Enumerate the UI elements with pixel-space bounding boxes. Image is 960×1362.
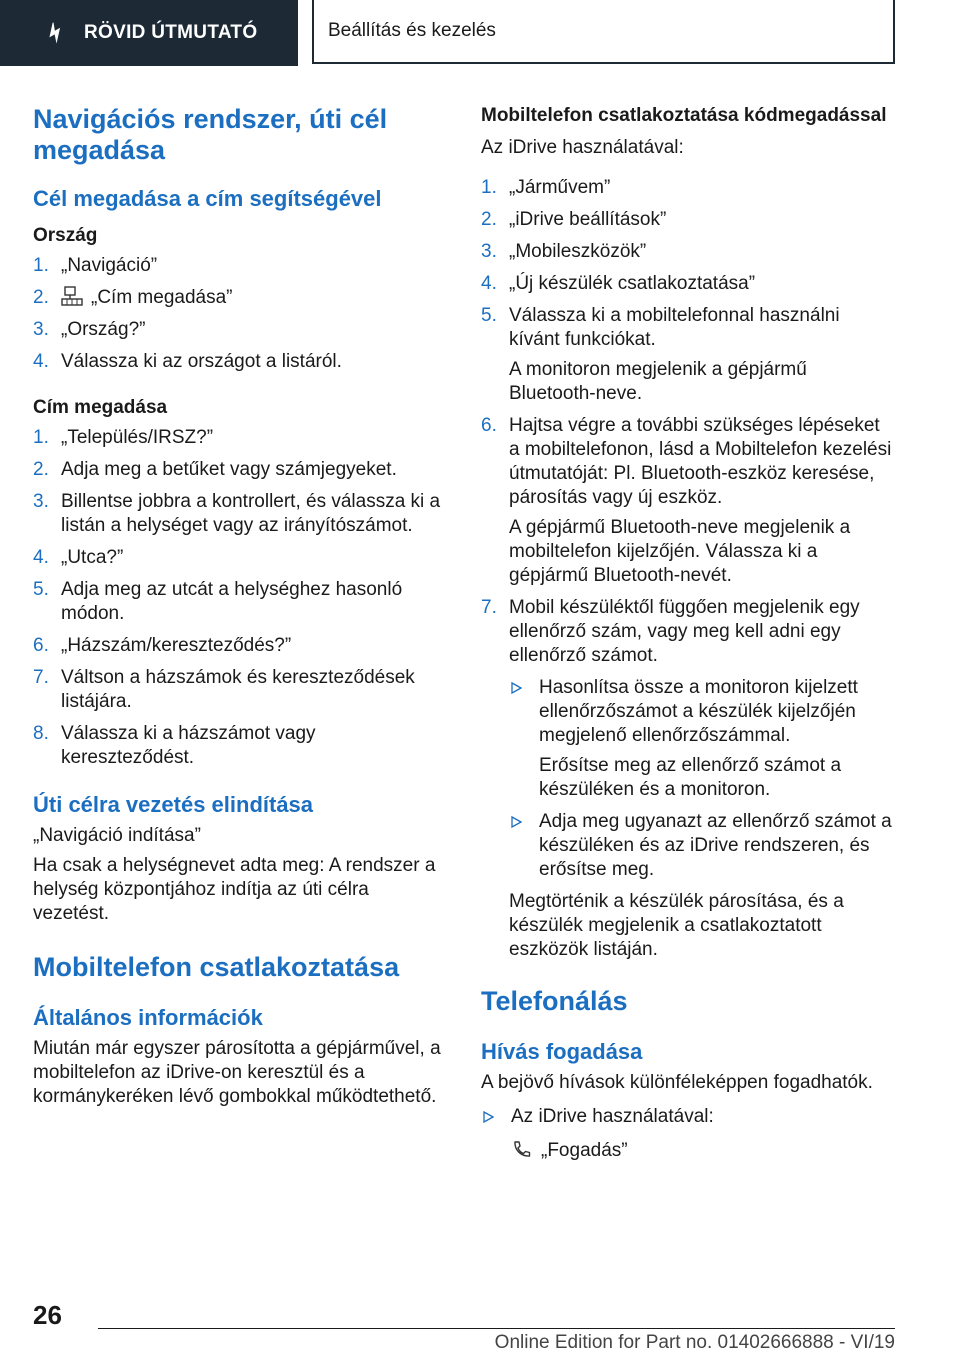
step-number: 1.: [33, 427, 49, 448]
step-text: „Település/IRSZ?”: [61, 427, 214, 448]
list-item: [33, 546, 445, 570]
right-column: [481, 100, 895, 1171]
start-guidance-text: Ha csak a helységnevet adta meg: A rendszer a helység központjához indítja az úti célra vezetést.: [33, 855, 436, 924]
step-text: „iDrive beállítások”: [509, 209, 667, 230]
list-item: [481, 1105, 895, 1163]
step-number: 5.: [33, 579, 49, 600]
step-text: Billentse jobbra a kontrollert, és válassza ki a listán a helységet vagy az irányítószámot.: [61, 491, 441, 536]
list-item: [481, 272, 895, 296]
step-number: 4.: [33, 351, 49, 372]
list-item: [481, 596, 895, 962]
list-item: [33, 722, 445, 770]
step-number: 7.: [33, 667, 49, 688]
quick-guide-tab[interactable]: [0, 0, 298, 66]
list-item: [509, 810, 895, 882]
step-text: „Ország?”: [61, 319, 146, 340]
section-tab[interactable]: [312, 0, 895, 64]
list-item: [481, 176, 895, 200]
step-text: Válassza ki az országot a listáról.: [61, 351, 342, 372]
left-column: [33, 100, 445, 1119]
page-header: [0, 0, 960, 66]
step-text: „Új készülék csatlakoztatása”: [509, 273, 756, 294]
page-footer: [0, 1290, 960, 1362]
step-text: „Cím megadása”: [91, 287, 233, 308]
step-number: 6.: [481, 415, 497, 436]
quick-guide-tab-label: RÖVID ÚTMUTATÓ: [84, 22, 258, 43]
country-subheading: Ország: [33, 225, 98, 246]
step-number: 3.: [481, 241, 497, 262]
list-item: [33, 666, 445, 714]
receive-call-options: [481, 1105, 895, 1163]
list-item: [481, 240, 895, 264]
step-text: Hajtsa végre a további szükséges lépéseket a mobiltelefonon, lásd a Mobiltelefon kezelési útmutatóját: Pl. Bluetooth-eszköz keresése, párosítás vagy új eszköz.: [509, 415, 892, 508]
step-text: „Mobileszközök”: [509, 241, 647, 262]
code-entry-heading: Mobiltelefon csatlakoztatása kódmegadással: [481, 105, 887, 126]
country-steps: [33, 254, 445, 374]
list-item: [481, 208, 895, 232]
step-number: 4.: [481, 273, 497, 294]
step-text: „Házszám/kereszteződés?”: [61, 635, 292, 656]
lightning-icon: [44, 22, 66, 44]
step-number: 4.: [33, 547, 49, 568]
section-tab-label: Beállítás és kezelés: [328, 20, 496, 41]
triangle-bullet-icon: [483, 1111, 494, 1123]
start-guidance-action: „Navigáció indítása”: [33, 825, 201, 846]
step-number: 1.: [481, 177, 497, 198]
step-text: Váltson a házszámok és kereszteződések listájára.: [61, 667, 415, 712]
accept-call-action: [511, 1139, 895, 1163]
list-item: [33, 286, 445, 310]
list-item: [33, 254, 445, 278]
footer-divider: [98, 1328, 895, 1329]
step-number: 6.: [33, 635, 49, 656]
step-note: A gépjármű Bluetooth-neve megjelenik a mobiltelefon kijelzőjén. Válassza ki a gépjármű Bluetooth-nevét.: [509, 517, 851, 586]
step-note: A monitoron megjelenik a gépjármű Bluetooth-neve.: [509, 359, 807, 404]
step-number: 7.: [481, 597, 497, 618]
code-entry-intro: Az iDrive használatával:: [481, 137, 684, 158]
accept-call-label: „Fogadás”: [541, 1140, 628, 1161]
receive-call-heading: Hívás fogadása: [481, 1039, 643, 1064]
start-guidance-heading: Úti célra vezetés elindítása: [33, 792, 314, 817]
list-item: [33, 426, 445, 450]
code-entry-steps: [481, 176, 895, 962]
address-steps: [33, 426, 445, 770]
step-text: „Utca?”: [61, 547, 124, 568]
list-item: [481, 304, 895, 406]
step-text: „Navigáció”: [61, 255, 158, 276]
list-item: [33, 350, 445, 374]
step-number: 3.: [33, 319, 49, 340]
step-number: 2.: [33, 459, 49, 480]
receive-call-text: A bejövő hívások különféleképpen fogadhatók.: [481, 1072, 873, 1093]
step-number: 1.: [33, 255, 49, 276]
list-item: [33, 318, 445, 342]
triangle-bullet-icon: [511, 682, 522, 694]
list-item: [33, 578, 445, 626]
step-text: Válassza ki a mobiltelefonnal használni kívánt funkciókat.: [509, 305, 840, 350]
option-note: Erősítse meg az ellenőrző számot a készüléken és a monitoron.: [539, 755, 842, 800]
triangle-bullet-icon: [511, 816, 522, 828]
general-info-text: Miután már egyszer párosította a gépjárművel, a mobiltelefon az iDrive-on keresztül és a kormánykeréken lévő gombokkal működtethető.: [33, 1038, 441, 1107]
list-item: [481, 414, 895, 588]
edition-info: Online Edition for Part no. 01402666888 - VI/19: [494, 1332, 895, 1353]
navigation-heading: Navigációs rendszer, úti cél megadása: [33, 104, 388, 165]
step-number: 2.: [33, 287, 49, 308]
list-item: [509, 676, 895, 802]
step-text: Mobil készüléktől függően megjelenik egy ellenőrző szám, vagy meg kell adni egy ellenőrző számot.: [509, 597, 860, 666]
phone-connect-heading: Mobiltelefon csatlakoztatása: [33, 952, 400, 982]
step-text: „Járművem”: [509, 177, 611, 198]
address-entry-icon: [61, 286, 83, 306]
general-info-heading: Általános információk: [33, 1005, 263, 1030]
list-item: [33, 634, 445, 658]
option-text: Adja meg ugyanazt az ellenőrző számot a készüléken és az iDrive rendszeren, és erősítse meg.: [539, 811, 892, 880]
address-subheading: Cím megadása: [33, 397, 168, 418]
list-item: [33, 458, 445, 482]
option-text: Hasonlítsa össze a monitoron kijelzett ellenőrzőszámot a készülék kijelzőjén megjelenő ellenőrzőszámmal.: [539, 677, 858, 746]
phone-icon: [511, 1139, 533, 1159]
step-text: Válassza ki a házszámot vagy kereszteződést.: [61, 723, 316, 768]
list-item: [33, 490, 445, 538]
option-text: Az iDrive használatával:: [511, 1106, 714, 1127]
address-destination-heading: Cél megadása a cím segítségével: [33, 186, 382, 211]
step-number: 8.: [33, 723, 49, 744]
step-7-options: [509, 676, 895, 882]
pairing-result-text: Megtörténik a készülék párosítása, és a készülék megjelenik a csatlakoztatott eszközök listáján.: [509, 891, 844, 960]
step-number: 2.: [481, 209, 497, 230]
page-number: 26: [33, 1300, 62, 1330]
step-number: 3.: [33, 491, 49, 512]
step-number: 5.: [481, 305, 497, 326]
telephony-heading: Telefonálás: [481, 986, 628, 1016]
step-text: Adja meg az utcát a helységhez hasonló módon.: [61, 579, 403, 624]
step-text: Adja meg a betűket vagy számjegyeket.: [61, 459, 397, 480]
